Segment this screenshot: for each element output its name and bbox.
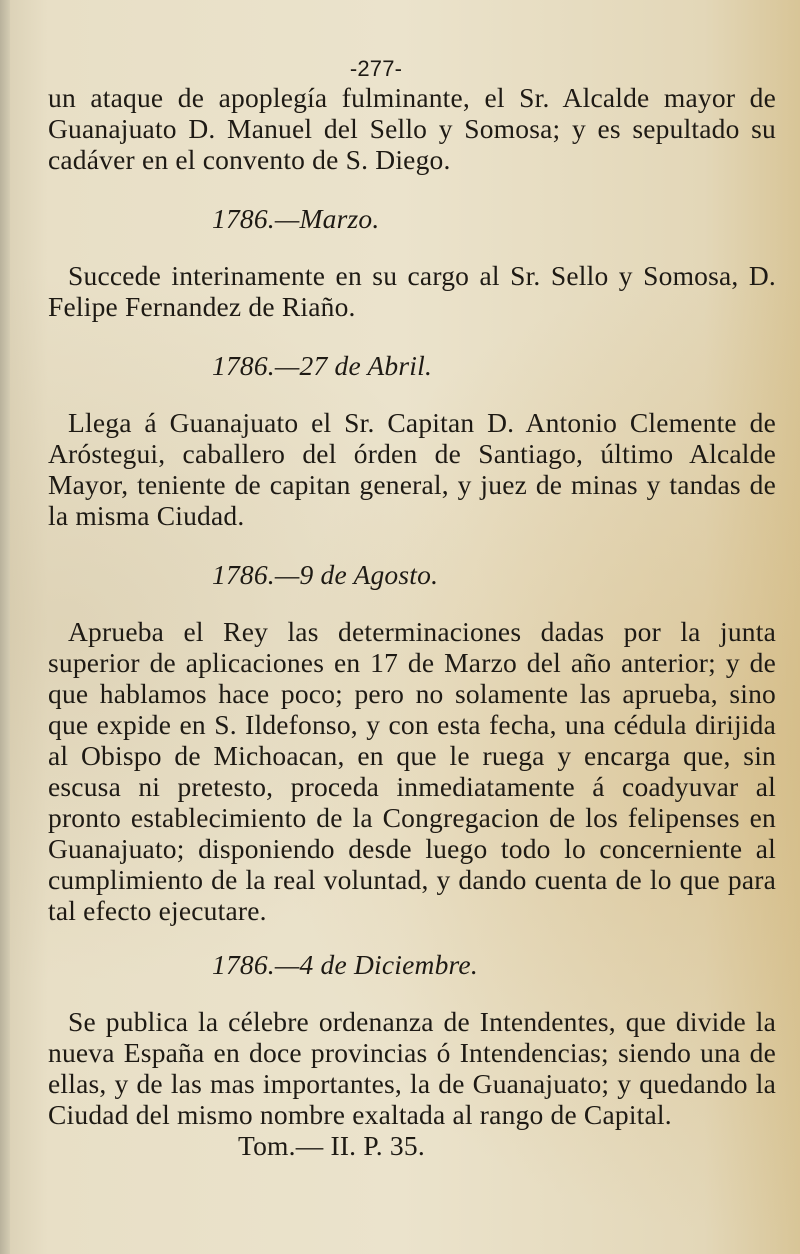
page-number: -277- [349, 56, 403, 81]
paragraph-5: Se publica la célebre ordenanza de Intendentes, que divide la nueva España en doce provincias ó Intendencias; siendo una de ellas, y de las mas importantes, la de Guanajuato; y quedando la Ciudad del mismo nombre exaltada al rango de Capital. [48, 1006, 776, 1130]
signature-mark: Tom.— II. P. 35. [238, 1130, 425, 1161]
date-heading-agosto: 1786.—9 de Agosto. [212, 559, 439, 590]
date-heading-marzo: 1786.—Marzo. [212, 203, 380, 234]
date-heading-diciembre: 1786.—4 de Diciembre. [212, 949, 478, 980]
paragraph-3: Llega á Guanajuato el Sr. Capitan D. Antonio Clemente de Aróstegui, caballero del órden de Santiago, último Alcalde Mayor, teniente de capitan general, y juez de minas y tandas de la misma Ciudad. [48, 407, 776, 531]
page-binding-edge [0, 0, 10, 1254]
paragraph-2: Succede interinamente en su cargo al Sr. Sello y Somosa, D. Felipe Fernandez de Riaño. [48, 260, 776, 322]
date-heading-abril: 1786.—27 de Abril. [212, 350, 433, 381]
page-text [48, 56, 776, 1161]
paragraph-4: Aprueba el Rey las determinaciones dadas por la junta superior de aplicaciones en 17 de Marzo del año anterior; y de que hablamos hace poco; pero no solamente las aprueba, sino que expide en S. Ildefonso, y con esta fecha, una cédula dirijida al Obispo de Michoacan, en que le ruega y encarga que, sin escusa ni pretesto, proceda inmediatamente á coadyuvar al pronto establecimiento de la Congregacion de los felipenses en Guanajuato; disponiendo desde luego todo lo concerniente al cumplimiento de la real voluntad, y dando cuenta de lo que para tal efecto ejecutare. [48, 616, 776, 926]
paragraph-1: un ataque de apoplegía fulminante, el Sr. Alcalde mayor de Guanajuato D. Manuel del Sello y Somosa; y es sepultado su cadáver en el convento de S. Diego. [48, 82, 776, 175]
